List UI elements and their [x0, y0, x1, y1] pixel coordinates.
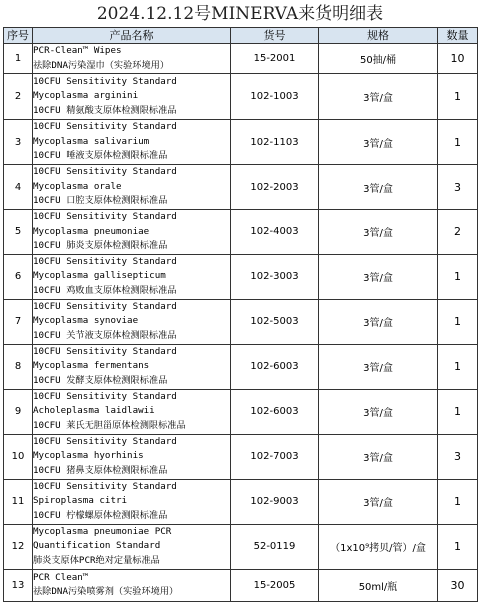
header-row — [4, 28, 478, 44]
cell-no[interactable]: 3 — [4, 120, 33, 165]
table-row — [4, 165, 478, 210]
cell-product-name[interactable] — [33, 299, 231, 344]
cell-spec[interactable]: 3管/盒 — [319, 479, 438, 524]
product-name-line: 10CFU Sensitivity Standard — [33, 435, 177, 447]
cell-sku[interactable]: 102-2003 — [231, 165, 319, 210]
cell-qty[interactable]: 1 — [438, 344, 478, 389]
cell-no[interactable]: 1 — [4, 44, 33, 74]
cell-product-name[interactable] — [33, 569, 231, 601]
cell-product-name[interactable] — [33, 389, 231, 434]
table-row — [4, 524, 478, 569]
sheet-title: 2024.12.12号MINERVA来货明细表 — [96, 4, 384, 24]
cell-qty[interactable]: 3 — [438, 165, 478, 210]
table-row — [4, 569, 478, 601]
cell-product-name[interactable] — [33, 434, 231, 479]
product-name-line: 10CFU 口腔支原体检测限标准品 — [33, 195, 168, 207]
cell-sku[interactable]: 102-6003 — [231, 389, 319, 434]
product-name-line: Mycoplasma synoviae — [33, 315, 139, 327]
product-name-line: 10CFU 莱氏无胆甾原体检测限标准品 — [33, 419, 186, 431]
cell-qty[interactable]: 3 — [438, 434, 478, 479]
cell-qty[interactable]: 1 — [438, 299, 478, 344]
cell-qty[interactable]: 1 — [438, 389, 478, 434]
product-name-line: 10CFU Sensitivity Standard — [33, 75, 177, 87]
product-name-line: Acholeplasma laidlawii — [33, 405, 155, 417]
cell-product-name[interactable] — [33, 479, 231, 524]
table-row — [4, 254, 478, 299]
cell-spec[interactable]: 3管/盒 — [319, 165, 438, 210]
table-row — [4, 389, 478, 434]
cell-no[interactable]: 7 — [4, 299, 33, 344]
cell-no[interactable]: 5 — [4, 210, 33, 255]
cell-sku[interactable]: 102-5003 — [231, 299, 319, 344]
product-name-line: Mycoplasma pneumoniae — [33, 225, 150, 237]
product-name-line: 祛除DNA污染喷雾剂（实验环境用） — [33, 586, 179, 597]
table-row — [4, 434, 478, 479]
cell-spec[interactable]: 3管/盒 — [319, 389, 438, 434]
cell-product-name[interactable] — [33, 44, 231, 74]
cell-no[interactable]: 2 — [4, 74, 33, 120]
header-name[interactable]: 产品名称 — [33, 28, 231, 44]
product-name-line: Quantification Standard — [33, 540, 161, 552]
cell-sku[interactable]: 102-3003 — [231, 254, 319, 299]
cell-sku[interactable]: 15-2005 — [231, 569, 319, 601]
cell-no[interactable]: 12 — [4, 524, 33, 569]
cell-sku[interactable]: 102-1003 — [231, 74, 319, 120]
product-name-line: 10CFU 发酵支原体检测限标准品 — [33, 374, 168, 386]
cell-spec[interactable]: 3管/盒 — [319, 210, 438, 255]
product-name-line: 10CFU Sensitivity Standard — [33, 166, 177, 178]
product-name-line: 10CFU 关节液支原体检测限标准品 — [33, 329, 177, 341]
cell-no[interactable]: 9 — [4, 389, 33, 434]
cell-qty[interactable]: 10 — [438, 44, 478, 74]
cell-sku[interactable]: 102-7003 — [231, 434, 319, 479]
cell-product-name[interactable] — [33, 254, 231, 299]
product-name-line: Mycoplasma salivarium — [33, 135, 150, 147]
cell-product-name[interactable] — [33, 120, 231, 165]
product-name-line: Mycoplasma hyorhinis — [33, 450, 144, 462]
product-name-line: 10CFU 柠檬螺原体检测限标准品 — [33, 509, 168, 521]
product-name-line: PCR Clean™ — [33, 571, 89, 583]
product-name-line: 10CFU 鸡败血支原体检测限标准品 — [33, 284, 177, 296]
header-spec[interactable]: 规格 — [319, 28, 438, 44]
product-name-line: 10CFU Sensitivity Standard — [33, 345, 177, 357]
cell-no[interactable]: 13 — [4, 569, 33, 601]
product-name-line: 10CFU Sensitivity Standard — [33, 211, 177, 222]
cell-spec[interactable]: 3管/盒 — [319, 344, 438, 389]
product-name-line: 10CFU Sensitivity Standard — [33, 121, 177, 133]
cell-spec[interactable]: 3管/盒 — [319, 254, 438, 299]
product-name-line: 10CFU Sensitivity Standard — [33, 300, 177, 312]
table-row — [4, 344, 478, 389]
cell-spec[interactable]: 3管/盒 — [319, 299, 438, 344]
table-row — [4, 120, 478, 165]
cell-qty[interactable]: 1 — [438, 479, 478, 524]
product-name-line: 10CFU 精氨酸支原体检测限标准品 — [33, 104, 177, 116]
cell-qty[interactable]: 30 — [438, 569, 478, 601]
product-name-line: Mycoplasma orale — [33, 180, 122, 192]
product-name-line: 10CFU Sensitivity Standard — [33, 255, 177, 267]
product-name-line: 肺炎支原体PCR绝对定量标准品 — [33, 554, 160, 566]
product-name-line: Spiroplasma citri — [33, 495, 128, 507]
cell-no[interactable]: 4 — [4, 165, 33, 210]
table-row — [4, 210, 478, 255]
cell-qty[interactable]: 2 — [438, 210, 478, 255]
cell-product-name[interactable] — [33, 524, 231, 569]
header-no[interactable]: 序号 — [4, 28, 33, 44]
cell-spec[interactable]: 3管/盒 — [319, 74, 438, 120]
product-name-line: 10CFU 猪鼻支原体检测限标准品 — [33, 464, 168, 476]
product-name-line: 祛除DNA污染湿巾（实验环境用） — [33, 59, 170, 71]
header-sku[interactable]: 货号 — [231, 28, 319, 44]
product-name-line: 10CFU 肺炎支原体检测限标准品 — [33, 240, 168, 251]
table-row — [4, 299, 478, 344]
product-name-line: 10CFU 唾液支原体检测限标准品 — [33, 150, 168, 162]
header-qty[interactable]: 数量 — [438, 28, 478, 44]
cell-qty[interactable]: 1 — [438, 524, 478, 569]
cell-product-name[interactable] — [33, 210, 231, 255]
cell-no[interactable]: 8 — [4, 344, 33, 389]
table-row — [4, 44, 478, 74]
product-name-line: Mycoplasma gallisepticum — [33, 270, 166, 282]
cell-no[interactable]: 11 — [4, 479, 33, 524]
cell-spec[interactable]: 3管/盒 — [319, 120, 438, 165]
cell-sku[interactable]: 15-2001 — [231, 44, 319, 74]
product-name-line: PCR-Clean™ Wipes — [33, 45, 122, 56]
product-name-line: Mycoplasma fermentans — [33, 360, 150, 372]
cell-product-name[interactable] — [33, 74, 231, 120]
cell-sku[interactable]: 102-1103 — [231, 120, 319, 165]
table-body — [4, 44, 478, 602]
table-row — [4, 74, 478, 120]
cell-product-name[interactable] — [33, 344, 231, 389]
cell-sku[interactable]: 102-6003 — [231, 344, 319, 389]
cell-qty[interactable]: 1 — [438, 254, 478, 299]
cell-spec[interactable]: 50ml/瓶 — [319, 569, 438, 601]
cell-sku[interactable]: 102-9003 — [231, 479, 319, 524]
product-name-line: Mycoplasma pneumoniae PCR — [33, 525, 172, 537]
cell-spec[interactable]: （1x10⁹拷贝/管）/盒 — [319, 524, 438, 569]
table-row — [4, 479, 478, 524]
cell-sku[interactable]: 102-4003 — [231, 210, 319, 255]
cell-qty[interactable]: 1 — [438, 120, 478, 165]
cell-no[interactable]: 10 — [4, 434, 33, 479]
cell-qty[interactable]: 1 — [438, 74, 478, 120]
product-name-line: 10CFU Sensitivity Standard — [33, 390, 177, 402]
product-name-line: Mycoplasma arginini — [33, 90, 139, 102]
cell-sku[interactable]: 52-0119 — [231, 524, 319, 569]
shipment-table — [3, 27, 478, 602]
product-name-line: 10CFU Sensitivity Standard — [33, 480, 177, 492]
cell-spec[interactable]: 50抽/桶 — [319, 44, 438, 74]
cell-no[interactable]: 6 — [4, 254, 33, 299]
cell-spec[interactable]: 3管/盒 — [319, 434, 438, 479]
cell-product-name[interactable] — [33, 165, 231, 210]
